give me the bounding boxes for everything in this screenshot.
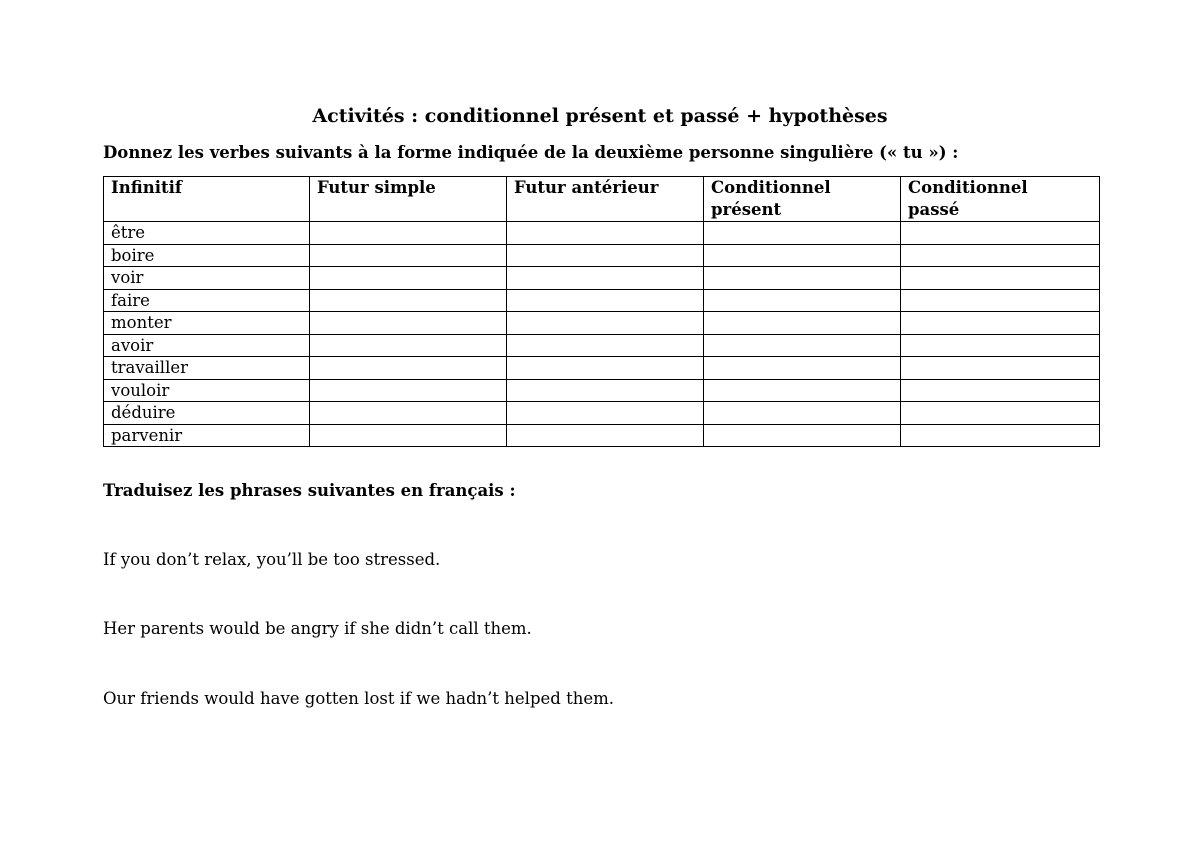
answer-cell[interactable] xyxy=(901,402,1100,425)
header-label: passé xyxy=(908,200,960,219)
answer-cell[interactable] xyxy=(704,357,901,380)
table-row xyxy=(104,334,1100,357)
verb-infinitive-cell: faire xyxy=(104,289,310,312)
answer-cell[interactable] xyxy=(507,424,704,447)
header-label: Conditionnel xyxy=(908,178,1028,197)
answer-cell[interactable] xyxy=(310,402,507,425)
table-row xyxy=(104,312,1100,335)
header-conditionnel-passe xyxy=(901,177,1100,222)
table-row xyxy=(104,267,1100,290)
sentence-1: If you don’t relax, you’ll be too stressed. xyxy=(103,550,441,569)
answer-cell[interactable] xyxy=(704,379,901,402)
answer-cell[interactable] xyxy=(901,244,1100,267)
translation-heading: Traduisez les phrases suivantes en français : xyxy=(103,481,516,500)
conjugation-table xyxy=(103,176,1100,447)
answer-cell[interactable] xyxy=(310,379,507,402)
answer-cell[interactable] xyxy=(310,267,507,290)
answer-cell[interactable] xyxy=(704,244,901,267)
answer-cell[interactable] xyxy=(901,312,1100,335)
table-row xyxy=(104,379,1100,402)
header-futur-simple xyxy=(310,177,507,222)
answer-cell[interactable] xyxy=(901,289,1100,312)
answer-cell[interactable] xyxy=(310,222,507,245)
answer-cell[interactable] xyxy=(310,312,507,335)
answer-cell[interactable] xyxy=(704,424,901,447)
header-label: Futur simple xyxy=(317,178,436,197)
header-label: Conditionnel xyxy=(711,178,831,197)
verb-infinitive-cell: déduire xyxy=(104,402,310,425)
answer-cell[interactable] xyxy=(310,244,507,267)
header-futur-anterieur xyxy=(507,177,704,222)
header-infinitif xyxy=(104,177,310,222)
answer-cell[interactable] xyxy=(704,222,901,245)
answer-cell[interactable] xyxy=(310,289,507,312)
answer-cell[interactable] xyxy=(704,402,901,425)
sentence-3: Our friends would have gotten lost if we hadn’t helped them. xyxy=(103,689,614,708)
answer-cell[interactable] xyxy=(901,379,1100,402)
answer-cell[interactable] xyxy=(507,267,704,290)
answer-cell[interactable] xyxy=(901,267,1100,290)
answer-cell[interactable] xyxy=(704,334,901,357)
answer-cell[interactable] xyxy=(901,357,1100,380)
verb-infinitive-cell: parvenir xyxy=(104,424,310,447)
table-header-row xyxy=(104,177,1100,222)
verb-infinitive-cell: voir xyxy=(104,267,310,290)
answer-cell[interactable] xyxy=(704,267,901,290)
verb-infinitive-cell: vouloir xyxy=(104,379,310,402)
answer-cell[interactable] xyxy=(507,357,704,380)
header-label: Infinitif xyxy=(111,178,182,197)
verb-infinitive-cell: avoir xyxy=(104,334,310,357)
answer-cell[interactable] xyxy=(507,379,704,402)
header-label: présent xyxy=(711,200,782,219)
answer-cell[interactable] xyxy=(310,424,507,447)
answer-cell[interactable] xyxy=(704,289,901,312)
verb-infinitive-cell: travailler xyxy=(104,357,310,380)
answer-cell[interactable] xyxy=(507,222,704,245)
answer-cell[interactable] xyxy=(901,334,1100,357)
sentence-2: Her parents would be angry if she didn’t call them. xyxy=(103,619,532,638)
answer-cell[interactable] xyxy=(704,312,901,335)
answer-cell[interactable] xyxy=(507,244,704,267)
table-row xyxy=(104,402,1100,425)
table-row xyxy=(104,222,1100,245)
conjugation-instruction: Donnez les verbes suivants à la forme indiquée de la deuxième personne singulière (« tu ») : xyxy=(103,143,959,162)
answer-cell[interactable] xyxy=(507,312,704,335)
verb-infinitive-cell: être xyxy=(104,222,310,245)
verb-infinitive-cell: monter xyxy=(104,312,310,335)
table-row xyxy=(104,424,1100,447)
answer-cell[interactable] xyxy=(507,289,704,312)
answer-cell[interactable] xyxy=(901,222,1100,245)
answer-cell[interactable] xyxy=(901,424,1100,447)
answer-cell[interactable] xyxy=(310,357,507,380)
answer-cell[interactable] xyxy=(507,334,704,357)
table-row xyxy=(104,357,1100,380)
page-title: Activités : conditionnel présent et passé + hypothèses xyxy=(312,105,888,127)
verb-infinitive-cell: boire xyxy=(104,244,310,267)
table-row xyxy=(104,289,1100,312)
header-label: Futur antérieur xyxy=(514,178,659,197)
answer-cell[interactable] xyxy=(310,334,507,357)
table-body xyxy=(104,222,1100,447)
header-conditionnel-present xyxy=(704,177,901,222)
table-row xyxy=(104,244,1100,267)
answer-cell[interactable] xyxy=(507,402,704,425)
